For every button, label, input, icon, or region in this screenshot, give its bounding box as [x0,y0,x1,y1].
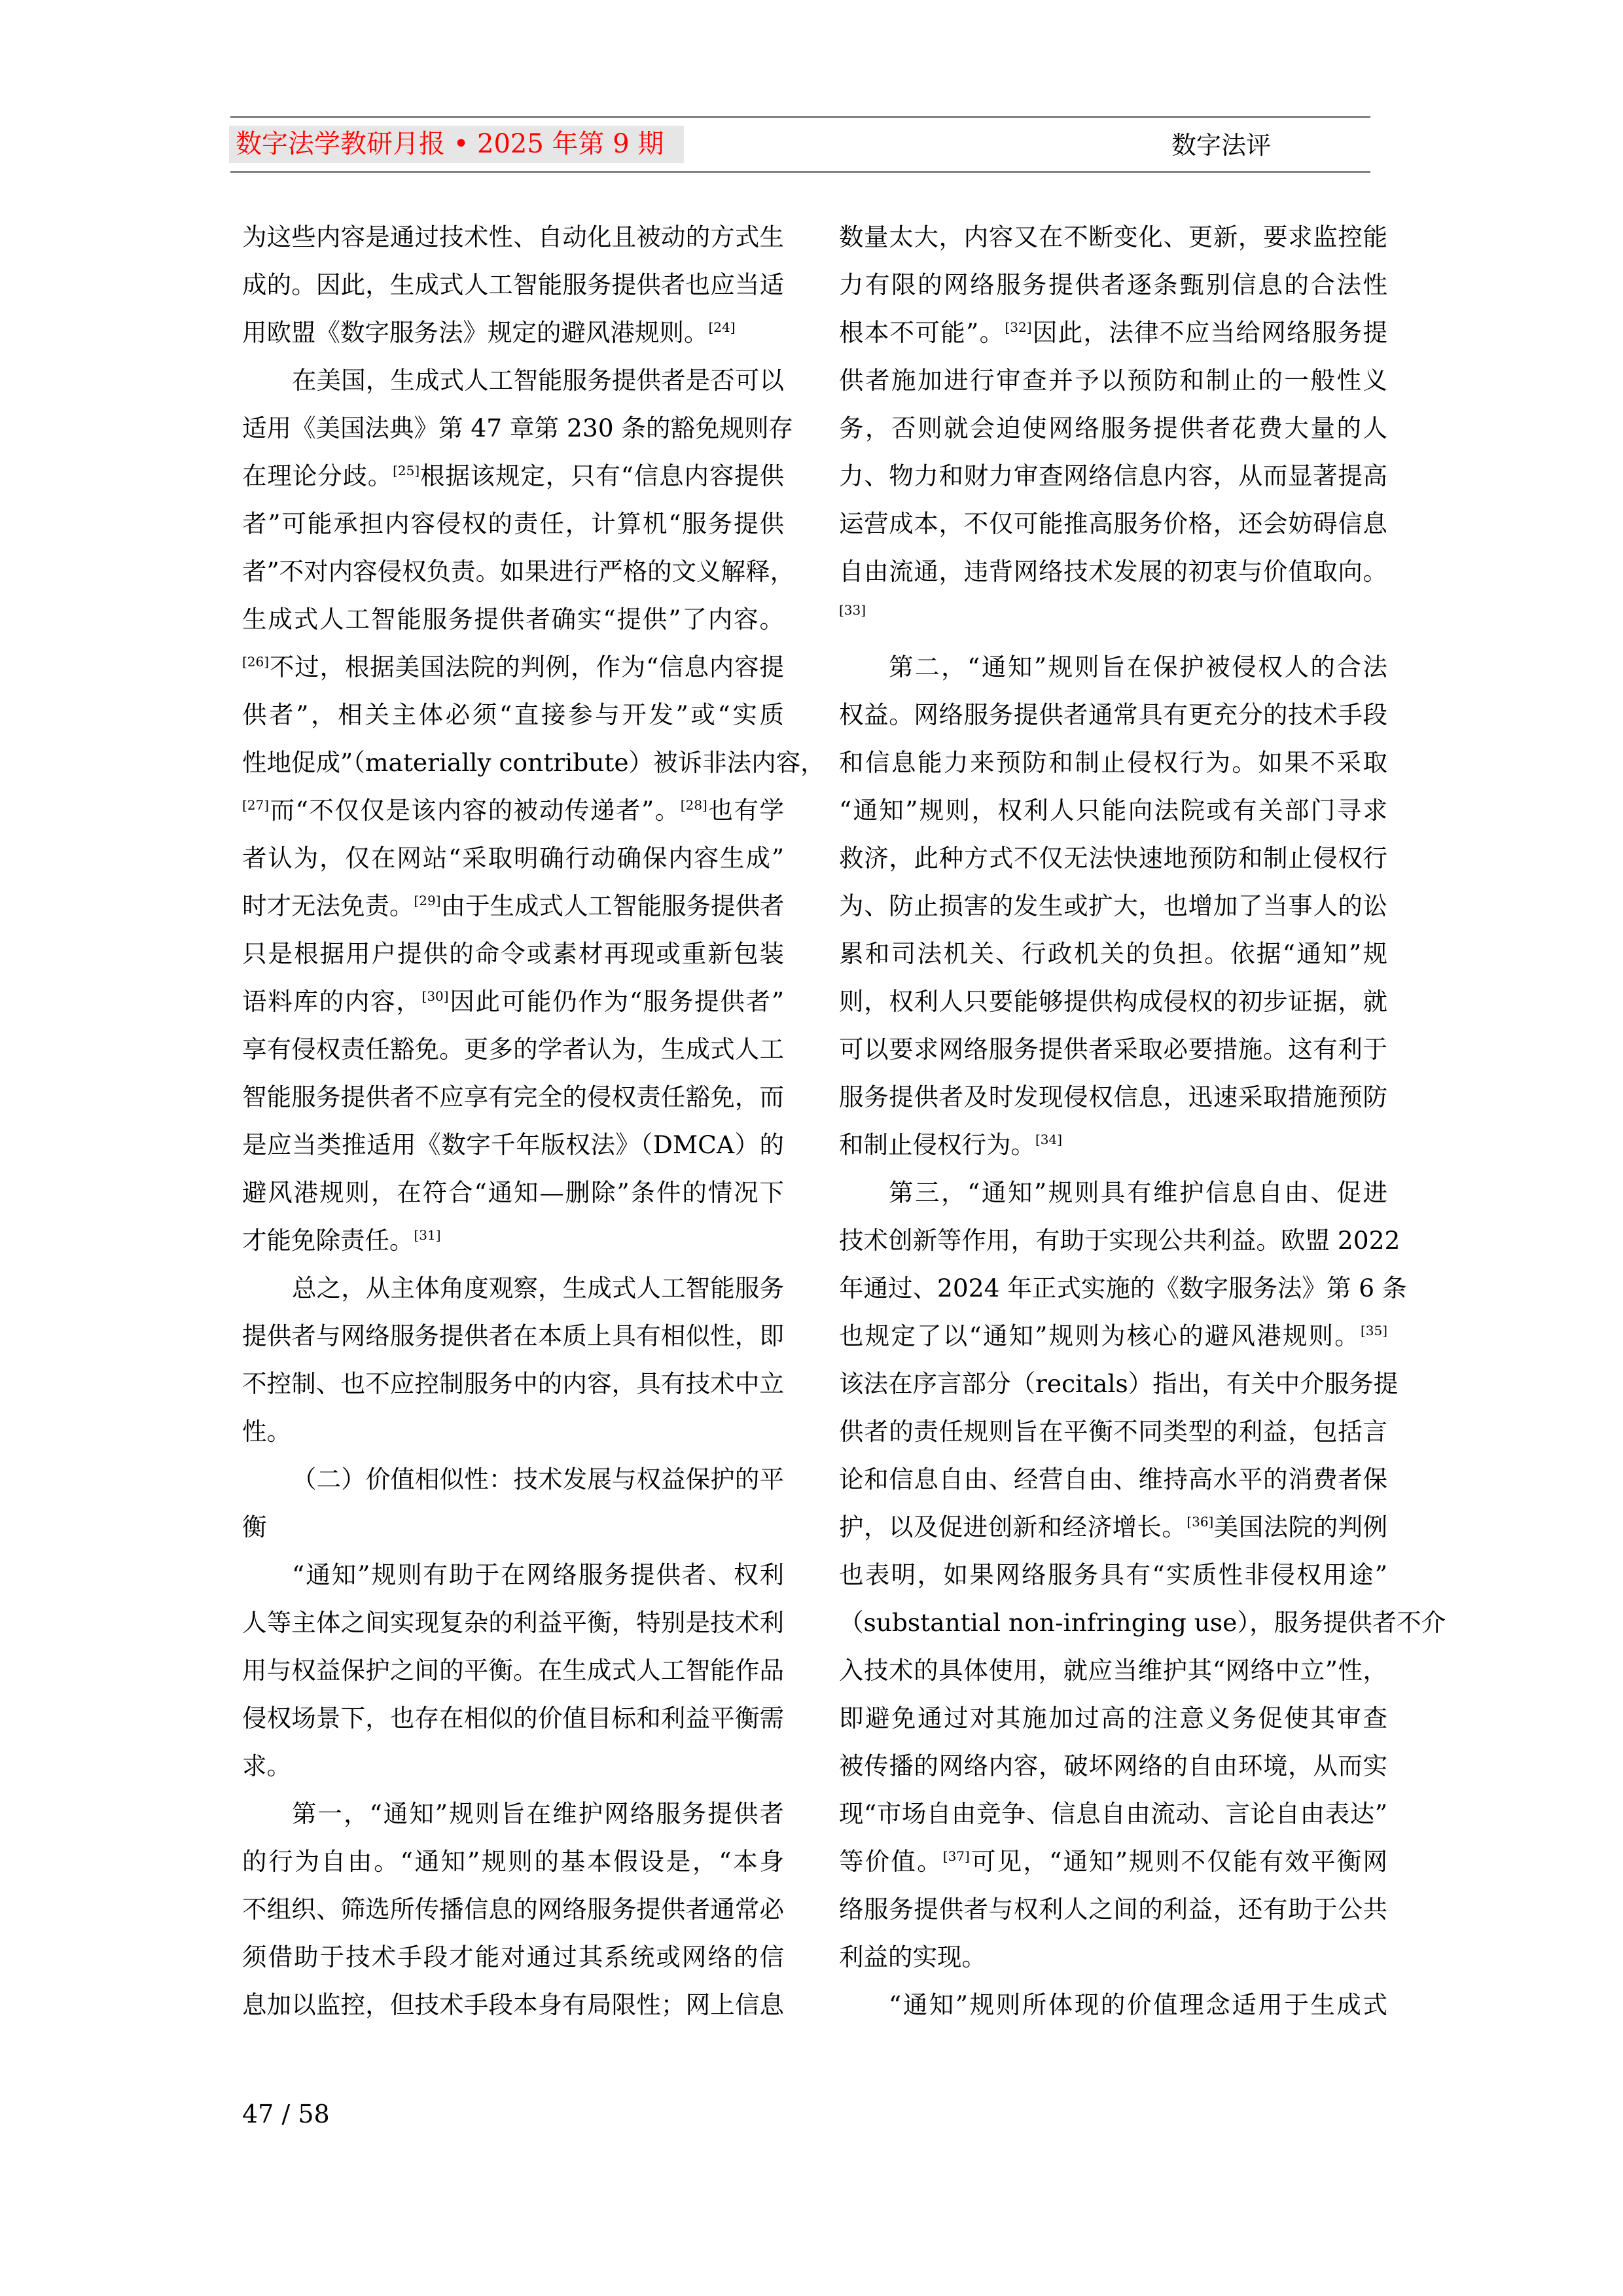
paragraph-first-line [242,1456,784,1503]
text-line [839,1503,1387,1551]
text-line [839,213,1387,261]
line-text: 第一，“通知”规则旨在维护网络服务提供者 [292,1799,784,1828]
right-column [839,213,1446,2029]
line-text: 论和信息自由、经营自由、维持高水平的消费者保 [839,1465,1387,1494]
line-text: 才能免除责任。 [242,1226,414,1255]
paragraph-first-line [242,1551,784,1599]
text-line [242,1695,784,1742]
text-line [242,1073,784,1121]
line-text: 语料库的内容， [242,987,422,1016]
line-text: 而“不仅仅是该内容的被动传递者”。 [269,796,681,825]
text-line [242,1647,784,1695]
footnote-ref: [31] [414,1227,441,1243]
line-text: 入技术的具体使用，就应当维护其“网络中立”性， [839,1656,1387,1685]
text-line [839,691,1387,739]
text-line [242,930,784,978]
line-text: 累和司法机关、行政机关的负担。依据“通知”规 [839,939,1387,968]
footnote-ref: [34] [1035,1132,1063,1147]
line-text: 只是根据用户提供的命令或素材再现或重新包装 [242,939,784,968]
text-line [839,261,1387,309]
line-text: 等价值。 [839,1847,943,1876]
line-text: 也规定了以“通知”规则为核心的避风港规则。 [839,1321,1361,1350]
line-text: 供者”，相关主体必须“直接参与开发”或“实质 [242,700,784,729]
text-line [242,548,795,596]
text-line [839,452,1387,500]
left-column [242,213,825,2029]
text-line [242,404,793,452]
line-text: 第三，“通知”规则具有维护信息自由、促进 [889,1178,1387,1207]
line-text: 美国法院的判例 [1213,1513,1388,1541]
line-text: 络服务提供者与权利人之间的利益，还有助于公共 [839,1895,1387,1924]
text-line [839,404,1387,452]
text-line [839,1217,1400,1265]
text-line [839,500,1387,548]
footnote-ref: [27] [242,797,270,813]
line-text: 享有侵权责任豁免。更多的学者认为，生成式人工 [242,1035,784,1064]
text-line [839,1265,1407,1312]
text-line [242,739,825,787]
text-line [242,1360,784,1408]
text-line [242,787,784,834]
line-text: 和制止侵权行为。 [839,1130,1035,1159]
line-text: 被传播的网络内容，破坏网络的自由环境，从而实 [839,1751,1387,1780]
paragraph-first-line [839,643,1387,691]
text-line [839,548,1387,596]
line-text: 的行为自由。“通知”规则的基本假设是，“本身 [242,1847,784,1876]
line-text: 可以要求网络服务提供者采取必要措施。这有利于 [839,1035,1387,1064]
text-line [839,1695,1387,1742]
line-text: 是应当类推适用《数字千年版权法》（DMCA）的 [242,1130,784,1159]
text-line [242,978,784,1026]
footnote-ref: [28] [680,797,707,813]
text-line [242,261,784,309]
line-text: 须借助于技术手段才能对通过其系统或网络的信 [242,1943,784,1971]
text-line [839,739,1387,787]
text-line [839,1408,1387,1456]
text-line [839,787,1387,834]
text-line [242,1886,784,1933]
line-text: 息加以监控，但技术手段本身有局限性；网上信息 [242,1990,784,2019]
text-line [839,1456,1387,1503]
line-text: 自由流通，违背网络技术发展的初衷与价值取向。 [839,557,1387,586]
text-line [839,1838,1387,1886]
line-text: 因此可能仍作为“服务提供者” [448,987,784,1016]
line-text: 因此，法律不应当给网络服务提 [1031,318,1388,347]
line-text: 为、防止损害的发生或扩大，也增加了当事人的讼 [839,891,1387,920]
line-text: 求。 [242,1751,291,1780]
text-line [839,1647,1387,1695]
line-text: 也有学 [707,796,785,825]
footnote-ref: [36] [1186,1514,1214,1530]
text-line [242,596,784,643]
text-line [242,1121,784,1169]
line-text: 由于生成式人工智能服务提供者 [440,891,785,920]
line-text: 衡 [242,1513,267,1541]
text-line [839,882,1387,930]
text-line [839,834,1387,882]
line-text: 和信息能力来预防和制止侵权行为。如果不采取 [839,748,1387,777]
line-text: 则，权利人只要能够提供构成侵权的初步证据，就 [839,987,1387,1016]
text-line [242,834,784,882]
paragraph-first-line [242,1790,784,1838]
line-text: 护，以及促进创新和经济增长。 [839,1513,1187,1541]
text-line [242,1599,784,1647]
line-text: 也表明，如果网络服务具有“实质性非侵权用途” [839,1560,1387,1589]
line-text: 供者的责任规则旨在平衡不同类型的利益，包括言 [839,1417,1387,1446]
text-line [242,691,784,739]
line-text: 救济，此种方式不仅无法快速地预防和制止侵权行 [839,844,1387,872]
text-line [242,1169,784,1217]
footnote-ref: [26] [242,654,270,670]
text-line [242,643,784,691]
footnote-ref: [30] [421,988,449,1004]
line-text: 年通过、2024 年正式实施的《数字服务法》第 6 条 [839,1274,1407,1302]
text-line [242,1838,784,1886]
footnote-ref: [25] [393,463,420,478]
journal-title: 数字法学教研月报 • 2025 年第 9 期 [236,129,664,159]
text-line [839,1551,1387,1599]
text-line [839,1312,1387,1360]
paragraph-first-line [242,357,784,404]
line-text: 用欧盟《数字服务法》规定的避风港规则。 [242,318,709,347]
text-line [242,1217,784,1265]
text-line [242,309,784,357]
line-text: 该法在序言部分（recitals）指出，有关中介服务提 [839,1369,1399,1398]
text-line [839,1073,1387,1121]
line-text: 根据该规定，只有“信息内容提供 [419,461,785,490]
line-text: 不组织、筛选所传播信息的网络服务提供者通常必 [242,1895,784,1924]
section-name: 数字法评 [1171,131,1272,160]
paragraph-first-line [839,1981,1387,2029]
line-text: 数量太大，内容又在不断变化、更新，要求监控能 [839,223,1387,251]
text-line [839,309,1387,357]
line-text: 不过，根据美国法院的判例，作为“信息内容提 [269,653,784,681]
line-text: “通知”规则，权利人只能向法院或有关部门寻求 [839,796,1387,825]
line-text: （二）价值相似性：技术发展与权益保护的平 [292,1465,784,1494]
text-line [242,1408,784,1456]
text-line [242,1312,784,1360]
line-text: 智能服务提供者不应享有完全的侵权责任豁免，而 [242,1083,784,1111]
text-line [839,1886,1387,1933]
text-line [839,1121,1387,1169]
footnote-ref: [24] [708,319,736,335]
line-text: 供者施加进行审查并予以预防和制止的一般性义 [839,366,1387,395]
line-text: 力、物力和财力审查网络信息内容，从而显著提高 [839,461,1387,490]
footnote-ref: [37] [942,1848,970,1864]
line-text: 性地促成”（materially contribute）被诉非法内容， [242,748,825,777]
line-text: 适用《美国法典》第 47 章第 230 条的豁免规则存 [242,414,793,442]
text-line [839,1360,1399,1408]
footnote-ref: [32] [1005,319,1032,335]
footnote-ref: [35] [1360,1323,1387,1338]
text-line [242,452,784,500]
line-text: （substantial non-infringing use），服务提供者不介 [839,1608,1446,1637]
line-text: 提供者与网络服务提供者在本质上具有相似性，即 [242,1321,784,1350]
text-line [242,1742,784,1790]
text-line [242,1503,784,1551]
line-text: 根本不可能”。 [839,318,1005,347]
line-text: 性。 [242,1417,291,1446]
text-line [839,1742,1387,1790]
line-text: 用与权益保护之间的平衡。在生成式人工智能作品 [242,1656,784,1685]
line-text: 时才无法免责。 [242,891,414,920]
line-text: “通知”规则有助于在网络服务提供者、权利 [292,1560,784,1589]
line-text: 可见，“通知”规则不仅能有效平衡网 [969,1847,1387,1876]
line-text: 运营成本，不仅可能推高服务价格，还会妨碍信息 [839,509,1387,538]
line-text: 务，否则就会迫使网络服务提供者花费大量的人 [839,414,1387,442]
line-text: “通知”规则所体现的价值理念适用于生成式 [889,1990,1387,2019]
line-text: 生成式人工智能服务提供者确实“提供”了内容。 [242,605,784,634]
line-text: 不控制、也不应控制服务中的内容，具有技术中立 [242,1369,784,1398]
line-text: 成的。因此，生成式人工智能服务提供者也应当适 [242,270,784,299]
text-line [242,1981,784,2029]
line-text: 为这些内容是通过技术性、自动化且被动的方式生 [242,223,784,251]
header-bottom-rule [230,171,1370,173]
line-text: 利益的实现。 [839,1943,986,1971]
text-line [839,1599,1446,1647]
text-line [839,1026,1387,1073]
text-line [839,357,1387,404]
line-text: 现“市场自由竞争、信息自由流动、言论自由表达” [839,1799,1387,1828]
text-line [839,1933,1387,1981]
line-text: 技术创新等作用，有助于实现公共利益。欧盟 2022 [839,1226,1400,1255]
line-text: 在美国，生成式人工智能服务提供者是否可以 [292,366,784,395]
line-text: 侵权场景下，也存在相似的价值目标和利益平衡需 [242,1704,784,1732]
line-text: 第二，“通知”规则旨在保护被侵权人的合法 [889,653,1387,681]
text-line [242,882,784,930]
line-text: 者”可能承担内容侵权的责任，计算机“服务提供 [242,509,784,538]
text-line [839,930,1387,978]
line-text: 力有限的网络服务提供者逐条甄别信息的合法性 [839,270,1387,299]
text-line [839,978,1387,1026]
line-text: 避风港规则，在符合“通知—删除”条件的情况下 [242,1178,784,1207]
paragraph-first-line [839,1169,1387,1217]
text-line [839,1790,1387,1838]
footnote-ref: [29] [414,893,441,908]
page-number: 47 / 58 [242,2100,330,2128]
header-top-rule [230,116,1370,118]
text-line [242,1026,784,1073]
line-text: 在理论分歧。 [242,461,393,490]
line-text: 即避免通过对其施加过高的注意义务促使其审查 [839,1704,1387,1732]
footnote-marker: [33] [839,602,866,618]
text-line [242,500,784,548]
line-text: 服务提供者及时发现侵权信息，迅速采取措施预防 [839,1083,1387,1111]
text-line [242,213,784,261]
line-text: 者认为，仅在网站“采取明确行动确保内容生成” [242,844,784,872]
line-text: 人等主体之间实现复杂的利益平衡，特别是技术利 [242,1608,784,1637]
paragraph-first-line [242,1265,784,1312]
text-line [242,1933,784,1981]
line-text: 者”不对内容侵权负责。如果进行严格的文义解释， [242,557,795,586]
line-text: 权益。网络服务提供者通常具有更充分的技术手段 [839,700,1387,729]
line-text: 总之，从主体角度观察，生成式人工智能服务 [292,1274,784,1302]
